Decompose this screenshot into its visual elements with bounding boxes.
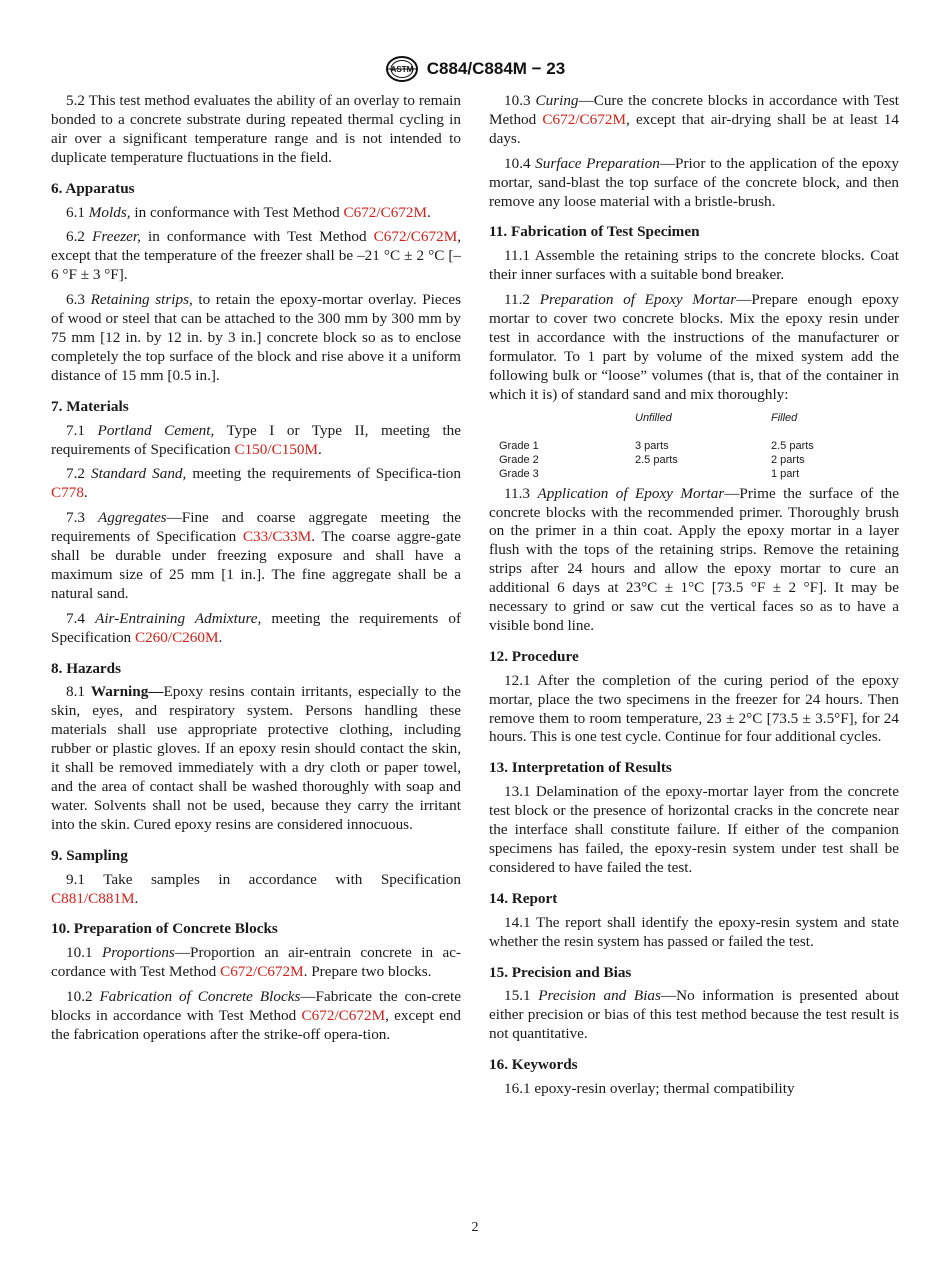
table-cell xyxy=(635,467,771,481)
table-cell: 2 parts xyxy=(771,453,805,466)
table-header: Filled xyxy=(771,411,798,424)
heading-keywords: 16. Keywords xyxy=(489,1056,578,1074)
heading-fabrication-test-specimen: 11. Fabrication of Test Specimen xyxy=(489,223,700,241)
heading-apparatus: 6. Apparatus xyxy=(51,179,135,197)
table-header-row xyxy=(499,411,829,439)
heading-preparation-concrete-blocks: 10. Preparation of Concrete Blocks xyxy=(51,920,278,938)
reference-link[interactable]: C672/C672M xyxy=(343,203,428,221)
paragraph-7-1: 7.1 Portland Cement, Type I or Type II, meeting the requirements of Specification C150/C150M. xyxy=(51,421,461,458)
paragraph-5-2: 5.2 This test method evaluates the ability of an overlay to remain bonded to a concrete substrate during repeated thermal cycling in air over a significant temperature range and is not intended to duplicate temperature fluctuations in the field. xyxy=(51,92,461,166)
table-cell: 1 part xyxy=(771,467,800,480)
reference-link[interactable]: C881/C881M xyxy=(51,889,135,907)
right-column xyxy=(489,92,899,1105)
document-designation: C884/C884M − 23 xyxy=(426,59,566,78)
heading-sampling: 9. Sampling xyxy=(51,846,128,864)
paragraph-7-2: 7.2 Standard Sand, meeting the requirements of Specifica-tion C778. xyxy=(51,465,461,502)
table-header xyxy=(499,411,635,439)
paragraph-7-3: 7.3 Aggregates—Fine and coarse aggregate meeting the requirements of Specification C33/C33M. The coarse aggre-gate shall be durable under freezing exposure and shall have a maximum size of 25 mm [1 in.]. The fine aggregate shall be a natural sand. xyxy=(51,509,462,602)
heading-materials: 7. Materials xyxy=(51,397,129,415)
table-cell: Grade 1 xyxy=(499,439,539,452)
table-cell: 2.5 parts xyxy=(771,439,814,452)
paragraph-10-1: 10.1 Proportions—Proportion an air-entrain concrete in ac-cordance with Test Method C672/C672M. Prepare two blocks. xyxy=(51,944,461,981)
heading-procedure: 12. Procedure xyxy=(489,647,579,665)
heading-hazards: 8. Hazards xyxy=(51,659,122,677)
paragraph-7-4: 7.4 Air-Entraining Admixture, meeting the requirements of Specification C260/C260M. xyxy=(51,609,461,646)
reference-link[interactable]: C672/C672M xyxy=(301,1007,386,1025)
paragraph-6-2: 6.2 Freezer, in conformance with Test Method C672/C672M, except that the temperature of the freezer shall be –21 °C ± 2 °C [–6 °F ± 3 °F]. xyxy=(51,228,462,284)
reference-link[interactable]: C672/C672M xyxy=(373,228,458,246)
paragraph-10-3: 10.3 Curing—Cure the concrete blocks in accordance with Test Method C672/C672M, except that air-drying shall be at least 14 days. xyxy=(489,92,899,147)
paragraph-6-1: 6.1 Molds, in conformance with Test Method C672/C672M. xyxy=(66,203,431,221)
paragraph-16-1: 16.1 epoxy-resin overlay; thermal compatibility xyxy=(504,1080,795,1098)
table-cell: Grade 3 xyxy=(499,467,539,480)
paragraph-11-2: 11.2 Preparation of Epoxy Mortar—Prepare enough epoxy mortar to cover two concrete blocks. Mix the epoxy resin under test in accordance with the instructions of the manufacturer or formulator. To 1 part by volume of the mixed system add the following bulk or “loose” volumes (that is, that of the container in which it is) of standard sand and mix thoroughly: xyxy=(489,291,899,403)
reference-link[interactable]: C778 xyxy=(51,484,84,502)
reference-link[interactable]: C672/C672M xyxy=(542,110,626,128)
heading-report: 14. Report xyxy=(489,889,558,907)
table-header: Unfilled xyxy=(635,411,672,424)
astm-logo-text: ASTM xyxy=(390,65,414,74)
table-cell: 3 parts xyxy=(635,439,669,452)
paragraph-11-1: 11.1 Assemble the retaining strips to the concrete blocks. Coat their inner surfaces with a suitable bond breaker. xyxy=(489,247,899,284)
astm-logo-icon xyxy=(385,55,419,83)
reference-link[interactable]: C672/C672M xyxy=(220,963,304,981)
table-row xyxy=(499,439,829,453)
heading-interpretation-results: 13. Interpretation of Results xyxy=(489,759,672,777)
paragraph-9-1: 9.1 Take samples in accordance with Specification C881/C881M. xyxy=(51,870,461,907)
table-row xyxy=(499,453,829,467)
heading-precision-bias: 15. Precision and Bias xyxy=(489,963,632,981)
reference-link[interactable]: C150/C150M xyxy=(234,440,318,458)
reference-link[interactable]: C260/C260M xyxy=(134,628,219,646)
paragraph-6-3: 6.3 Retaining strips, to retain the epoxy-mortar overlay. Pieces of wood or steel that can be attached to the 300 mm by 300 mm by 75 mm [12 in. by 12 in. by 3 in.] concrete block so as to enclose completely the top surface of the block and rise above it a uniform distance of 15 mm [0.5 in.]. xyxy=(51,291,462,384)
page-number: 2 xyxy=(471,1220,479,1235)
table-cell: Grade 2 xyxy=(499,453,539,466)
paragraph-10-4: 10.4 Surface Preparation—Prior to the application of the epoxy mortar, sand-blast the top surface of the concrete block, and then remove any loose material with a bristle-brush. xyxy=(489,154,899,210)
reference-link[interactable]: C33/C33M xyxy=(242,528,312,546)
table-cell: 2.5 parts xyxy=(635,453,678,466)
paragraph-15-1: 15.1 Precision and Bias—No information is presented about either precision or bias of this test method because the test result is not quantitative. xyxy=(489,987,899,1043)
paragraph-10-2: 10.2 Fabrication of Concrete Blocks—Fabricate the con-crete blocks in accordance with Test Method C672/C672M, except end the fabrication operations after the strike-off opera-tion. xyxy=(51,988,462,1043)
paragraph-13-1: 13.1 Delamination of the epoxy-mortar layer from the concrete test block or the presence of horizontal cracks in the concrete near the interface shall constitute failure. If either of the companion specimens has failed, the epoxy-resin system under test shall be considered to have failed the test. xyxy=(489,783,900,876)
left-column xyxy=(51,92,461,1051)
paragraph-14-1: 14.1 The report shall identify the epoxy-resin system and state whether the resin system has passed or failed the test. xyxy=(489,913,899,950)
page-header xyxy=(0,54,950,84)
paragraph-8-1: 8.1 Warning—Epoxy resins contain irritants, especially to the skin, eyes, and respiratory system. Persons handling these materials shall use appropriate protective clothing, including rubber or plastic gloves. If an epoxy resin should contact the skin, it shall be removed immediately with a dry cloth or paper towel, and the area of contact shall be washed thoroughly with soap and water. Solvents shall not be used, because they carry the irritant into the skin. Cured epoxy resins are considered innocuous. xyxy=(51,683,461,833)
table-row xyxy=(499,467,829,481)
paragraph-12-1: 12.1 After the completion of the curing period of the epoxy mortar, place the two specimens in the freezer for 24 hours. Then remove them to room temperature, 23 ± 2°C [73.5 ± 3.5°F], for 24 hours. This is one test cycle. Continue for four additional cycles. xyxy=(489,671,899,746)
paragraph-11-3: 11.3 Application of Epoxy Mortar—Prime the surface of the concrete blocks with the recommended primer. Thoroughly brush on the primer in a thin coat. Apply the epoxy mortar in a layer flush with the tops of the retaining strips. Remove the retaining strips after 24 hours and allow the epoxy mortar to cure an additional 6 days at 23°C ± 1°C [73.5 °F ± 2 °F]. It may be necessary to grind or saw cut the vertical faces so as to have a visible bond line. xyxy=(489,484,899,634)
sand-mix-table xyxy=(499,411,829,481)
